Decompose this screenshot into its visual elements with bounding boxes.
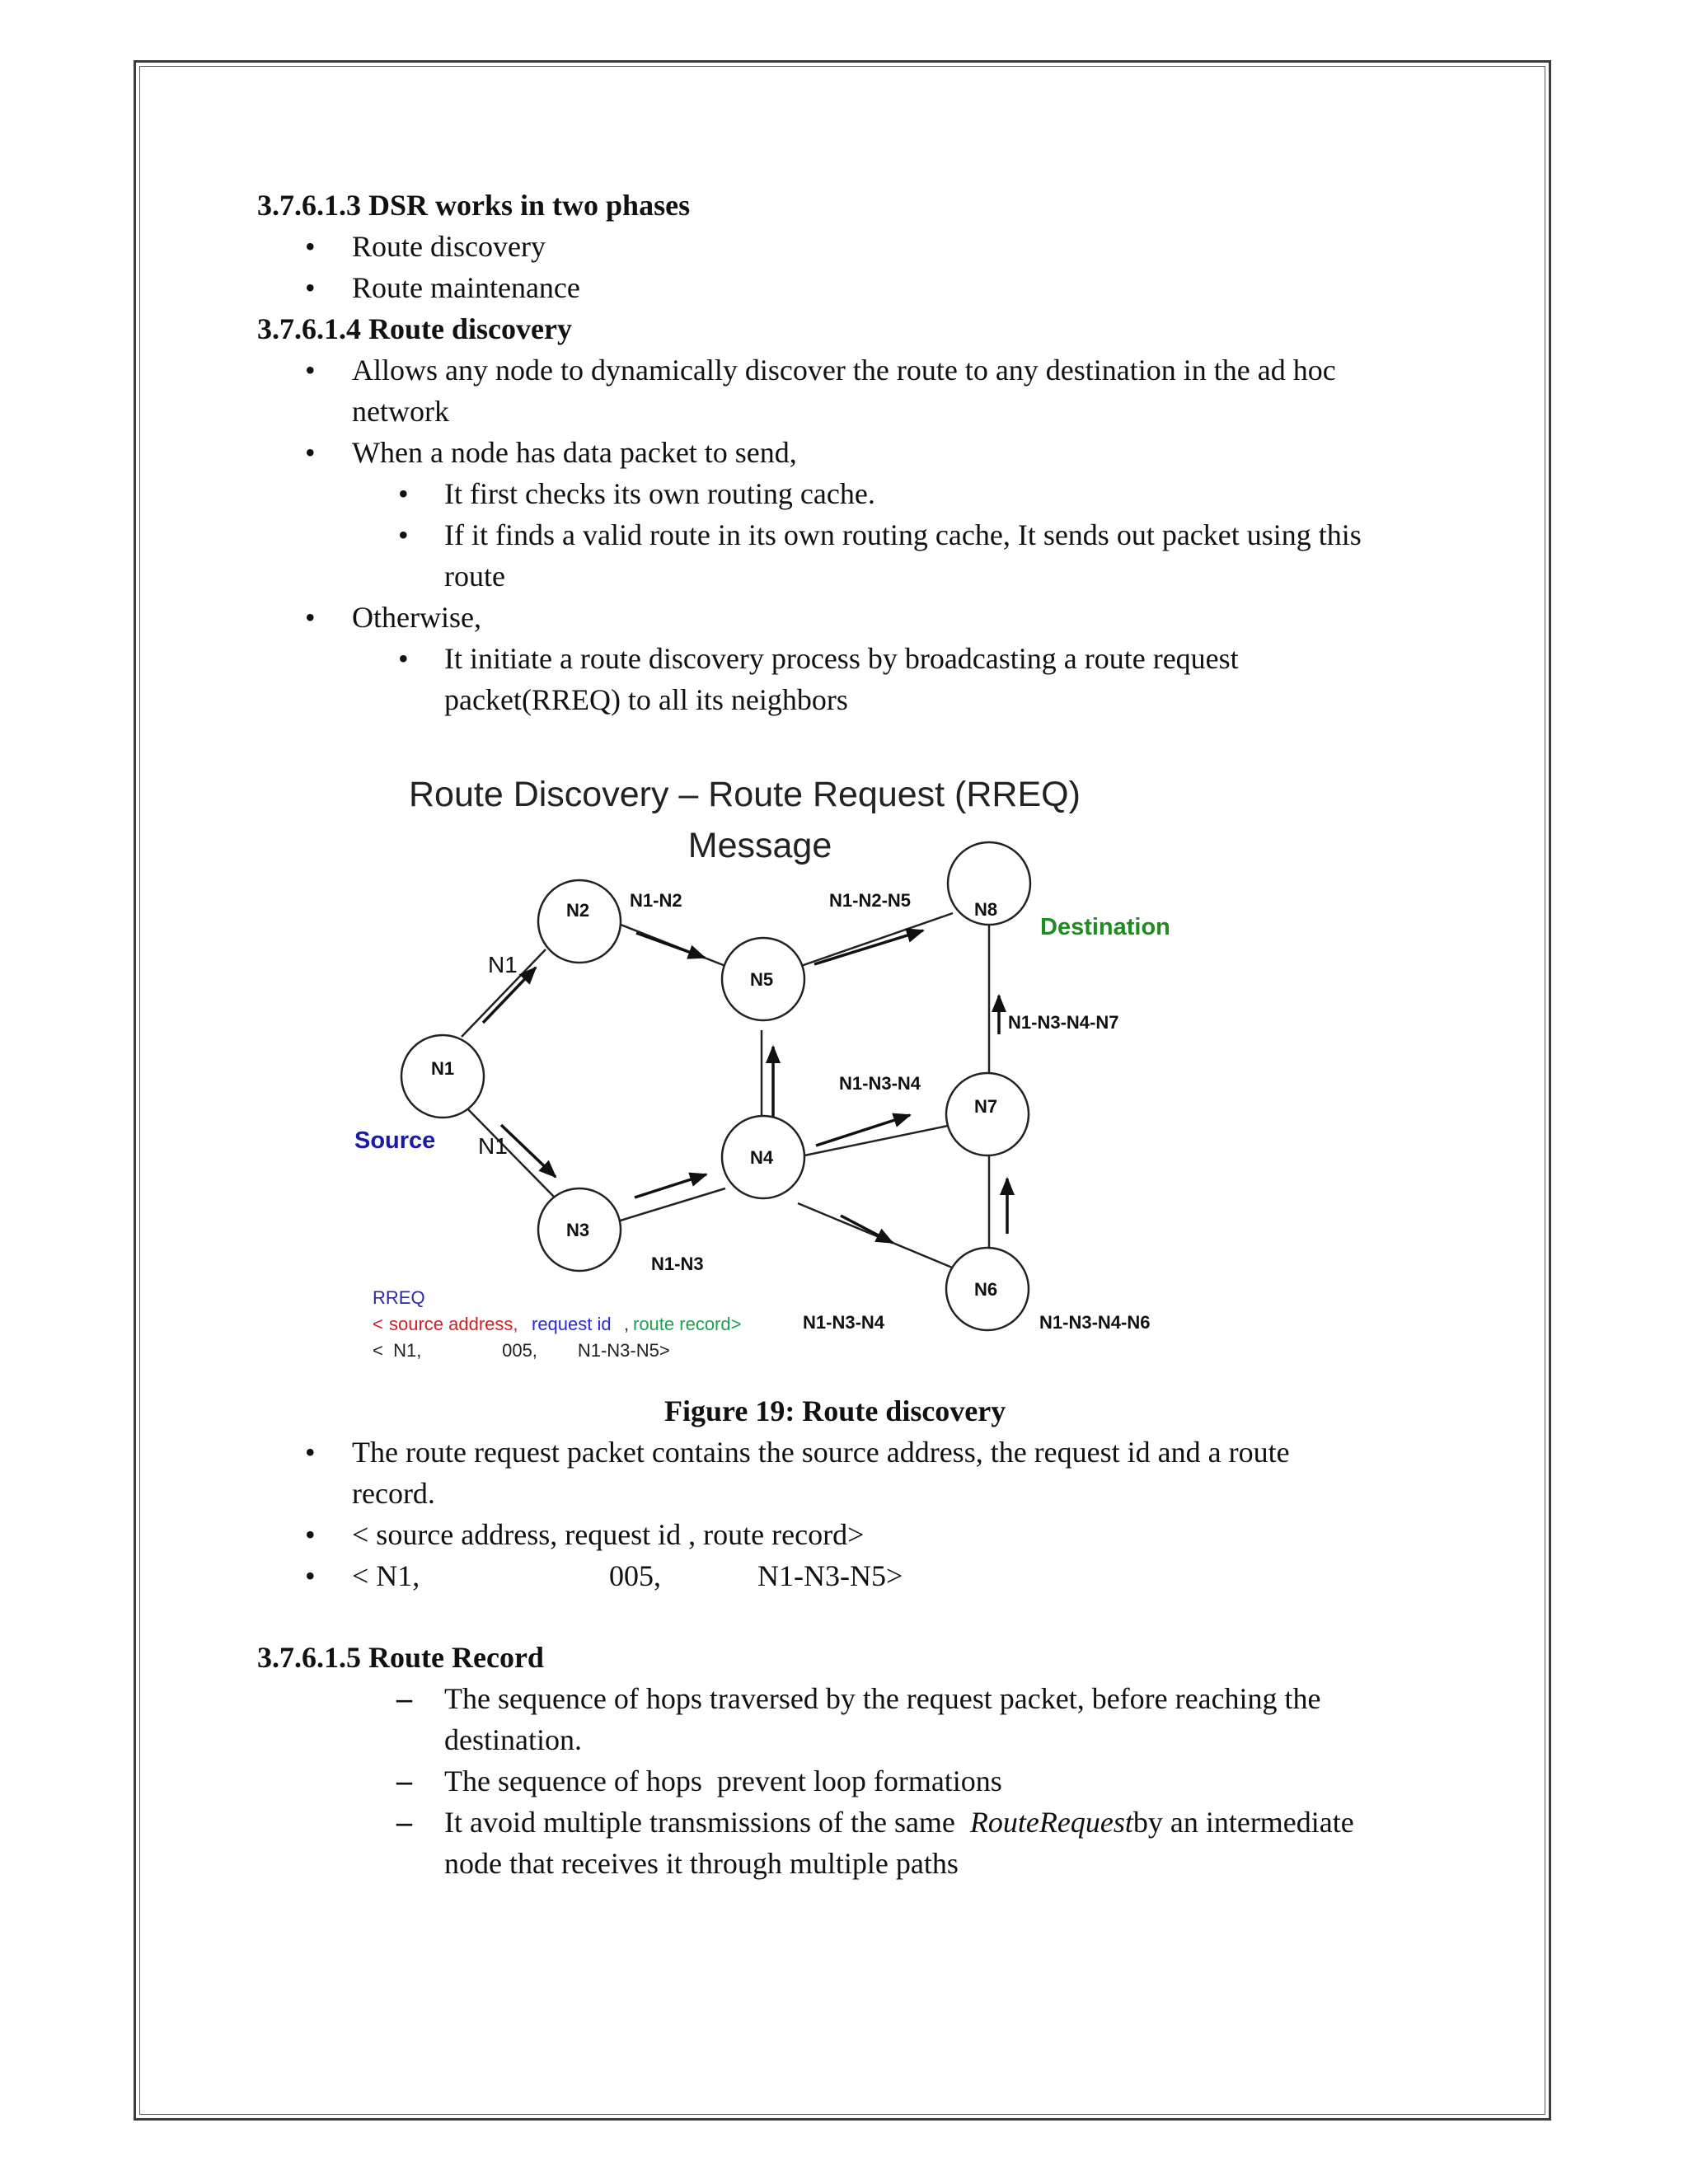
list-item-rreq-format: < source address, request id , route record>: [352, 1518, 865, 1551]
list-item-sequence-hops-cont: destination.: [444, 1723, 582, 1756]
rreq-legend-route-record: route record>: [633, 1314, 742, 1334]
rreq-legend: [373, 1287, 741, 1361]
list-item-route-maintenance: Route maintenance: [352, 271, 580, 304]
bullet: •: [305, 271, 316, 304]
sub-item-checks-cache: It first checks its own routing cache.: [444, 477, 875, 510]
figure-title-line2: Message: [687, 826, 832, 865]
heading-route-record: 3.7.6.1.5 Route Record: [257, 1641, 544, 1674]
list-item-rreq-contains: The route request packet contains the source address, the request id and a route: [352, 1436, 1290, 1469]
rreq-legend-request-id: request id: [532, 1314, 612, 1334]
edge-label-n2-n5: N1-N2: [630, 890, 682, 911]
edge-label-n4-n6: N1-N3-N4: [803, 1312, 885, 1333]
figure-caption: Figure 19: Route discovery: [664, 1394, 1006, 1427]
edge-label-n1-n2: N1: [488, 952, 518, 977]
node-n1-label: N1: [430, 1058, 455, 1079]
list-item-otherwise: Otherwise,: [352, 601, 481, 634]
list-item-avoid-multiple-cont: node that receives it through multiple paths: [444, 1847, 959, 1880]
list-item-rreq-example-source: < N1,: [352, 1559, 420, 1592]
list-item-allows-cont: network: [352, 395, 449, 428]
destination-label: Destination: [1040, 914, 1170, 940]
arrow-n5-n8: [814, 930, 923, 964]
sub-bullet: •: [398, 642, 409, 675]
edge-n4-n7: [804, 1126, 948, 1155]
source-label: Source: [354, 1127, 436, 1154]
arrow-n4-n6: [841, 1216, 893, 1243]
rreq-legend-comma: ,: [624, 1314, 630, 1334]
node-n4-label: N4: [749, 1147, 774, 1168]
edge-n3-n4: [615, 1188, 725, 1222]
node-n6-label: N6: [973, 1279, 998, 1300]
graph-nodes: [401, 842, 1030, 1330]
list-item-allows: Allows any node to dynamically discover the route to any destination in the ad hoc: [352, 354, 1336, 387]
avoid-text-post: by an intermediate: [1132, 1806, 1354, 1839]
route-request-term: RouteRequest: [969, 1806, 1133, 1839]
edge-label-n3-n4: N1-N3: [651, 1254, 704, 1274]
edge-label-n1-n3: N1: [478, 1133, 508, 1159]
dash-marker: –: [396, 1681, 412, 1716]
arrow-n3-n4: [635, 1174, 706, 1197]
node-n8-label: N8: [973, 899, 998, 920]
list-item-rreq-example-id: 005,: [609, 1559, 661, 1592]
arrow-n4-n7: [816, 1115, 910, 1146]
node-n2-label: N2: [565, 900, 590, 921]
heading-route-discovery: 3.7.6.1.4 Route discovery: [257, 312, 572, 345]
list-item-sequence-hops: The sequence of hops traversed by the request packet, before reaching the: [444, 1682, 1321, 1715]
arrow-n2-n5: [636, 933, 705, 958]
heading-dsr-phases: 3.7.6.1.3 DSR works in two phases: [257, 189, 691, 222]
node-n3-label: N3: [565, 1220, 590, 1240]
bullet: •: [305, 1518, 316, 1551]
bullet: •: [305, 436, 316, 469]
dash-marker: –: [396, 1764, 412, 1798]
edge-label-n5-n8: N1-N2-N5: [829, 890, 912, 911]
rreq-legend-lt: <: [373, 1314, 383, 1334]
edge-label-n6-n7: N1-N3-N4-N6: [1039, 1312, 1151, 1333]
bullet: •: [305, 1436, 316, 1469]
rreq-legend-source-address: source address,: [389, 1314, 518, 1334]
edge-label-n7-n8: N1-N3-N4-N7: [1008, 1012, 1119, 1033]
list-item-rreq-contains-cont: record.: [352, 1477, 435, 1510]
edge-n1-n3: [462, 1103, 554, 1197]
route-discovery-diagram: [338, 757, 1212, 1375]
rreq-legend-values: < N1, 005, N1-N3-N5>: [373, 1340, 670, 1361]
bullet: •: [305, 230, 316, 263]
dash-marker: –: [396, 1805, 412, 1840]
list-item-rreq-example-record: N1-N3-N5>: [757, 1559, 903, 1592]
bullet: •: [305, 1559, 316, 1592]
rreq-legend-title: RREQ: [373, 1287, 425, 1308]
sub-item-initiate-cont: packet(RREQ) to all its neighbors: [444, 683, 848, 716]
node-n2-circle: [538, 880, 621, 963]
list-item-prevent-loops: The sequence of hops prevent loop formations: [444, 1765, 1002, 1797]
sub-bullet: •: [398, 518, 409, 551]
edge-n5-n8: [801, 913, 953, 966]
figure-title-line1: Route Discovery – Route Request (RREQ): [409, 775, 1081, 814]
sub-item-initiate: It initiate a route discovery process by broadcasting a route request: [444, 642, 1239, 675]
list-item-avoid-multiple: [444, 1802, 1354, 1843]
sub-item-valid-route-cont: route: [444, 560, 505, 593]
avoid-text-pre: It avoid multiple transmissions of the same: [444, 1806, 970, 1839]
list-item-when-node: When a node has data packet to send,: [352, 436, 797, 469]
sub-item-valid-route: If it finds a valid route in its own routing cache, It sends out packet using this: [444, 518, 1362, 551]
node-n5-label: N5: [749, 969, 774, 990]
edge-label-n4-n7: N1-N3-N4: [839, 1073, 921, 1094]
bullet: •: [305, 354, 316, 387]
bullet: •: [305, 601, 316, 634]
list-item-route-discovery: Route discovery: [352, 230, 546, 263]
sub-bullet: •: [398, 477, 409, 510]
node-n7-label: N7: [973, 1096, 998, 1117]
